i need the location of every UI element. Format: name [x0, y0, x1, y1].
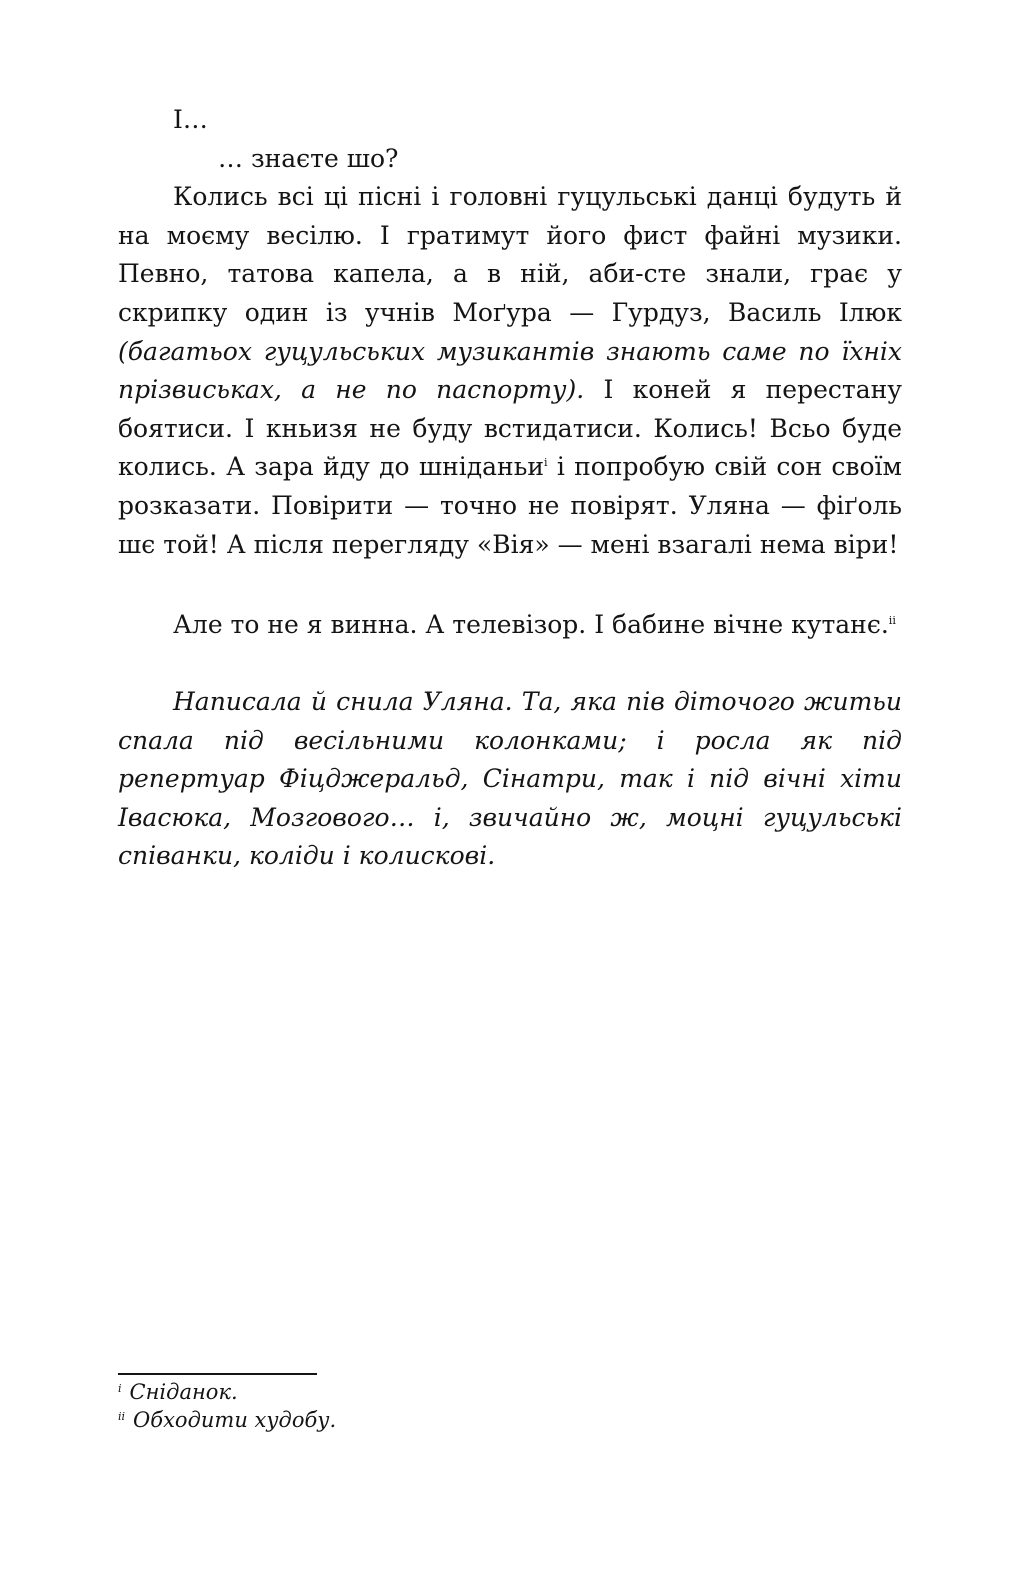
footnote-text: Сніданок. — [129, 1380, 238, 1404]
paragraph-ellipsis: І… — [173, 105, 208, 134]
closing-text — [118, 606, 902, 645]
italic-note: (багатьох гуцульських музикантів знають саме по їхніх прізвиськах, а не по паспорту). — [118, 336, 902, 405]
paragraph-closing: Але то не я винна. А телевізор. І бабине вічне кутанє.$^{ii}$ — [173, 610, 896, 639]
paragraph-text: І коней я перестану боятиси. І кньизя не буду встидатиси. Колись! Всьо буде колись. А зара йду до шніданьи — [118, 375, 902, 482]
paragraph-text: і попробую свій сон своїм розказати. Повірити — точно не повірят. Уляна — фіґоль шє той! А після перегляду «Вія» — мені взагалі нема віри! — [118, 452, 902, 559]
paragraph-text: Колись всі ці пісні і головні гуцульські данці будуть й на моєму весілю. І гратимут його фист файні музики. Певно, татова капела, а в ній, аби-сте знали, грає у скрипку один із учнів Моґура — Гурдуз, Василь Ілюк — [118, 182, 902, 327]
main-text — [118, 101, 902, 564]
paragraph-wedding — [118, 178, 902, 564]
paragraph-afterword: Написала й снила Уляна. Та, яка пів діточого житьи спала під весільними колонками; і росла як під репертуар Фіцджеральд, Сінатри, так і під вічні хіти Івасюка, Мозгового… і, звичайно ж, моцні гуцульські співанки, коліди і колискові. — [118, 687, 902, 871]
footnote-ref: i — [544, 456, 548, 470]
footnote-marker: ii — [118, 1410, 126, 1423]
footnotes — [118, 1378, 718, 1434]
footnote-divider — [118, 1373, 317, 1375]
footnote-text: Обходити худобу. — [133, 1408, 337, 1432]
footnote-item — [118, 1378, 718, 1406]
afterword — [118, 683, 902, 876]
paragraph-question: … знаєте шо? — [218, 143, 399, 173]
footnote-item — [118, 1406, 718, 1434]
footnote-ref: ii — [888, 614, 896, 627]
footnote-marker: i — [118, 1382, 122, 1395]
